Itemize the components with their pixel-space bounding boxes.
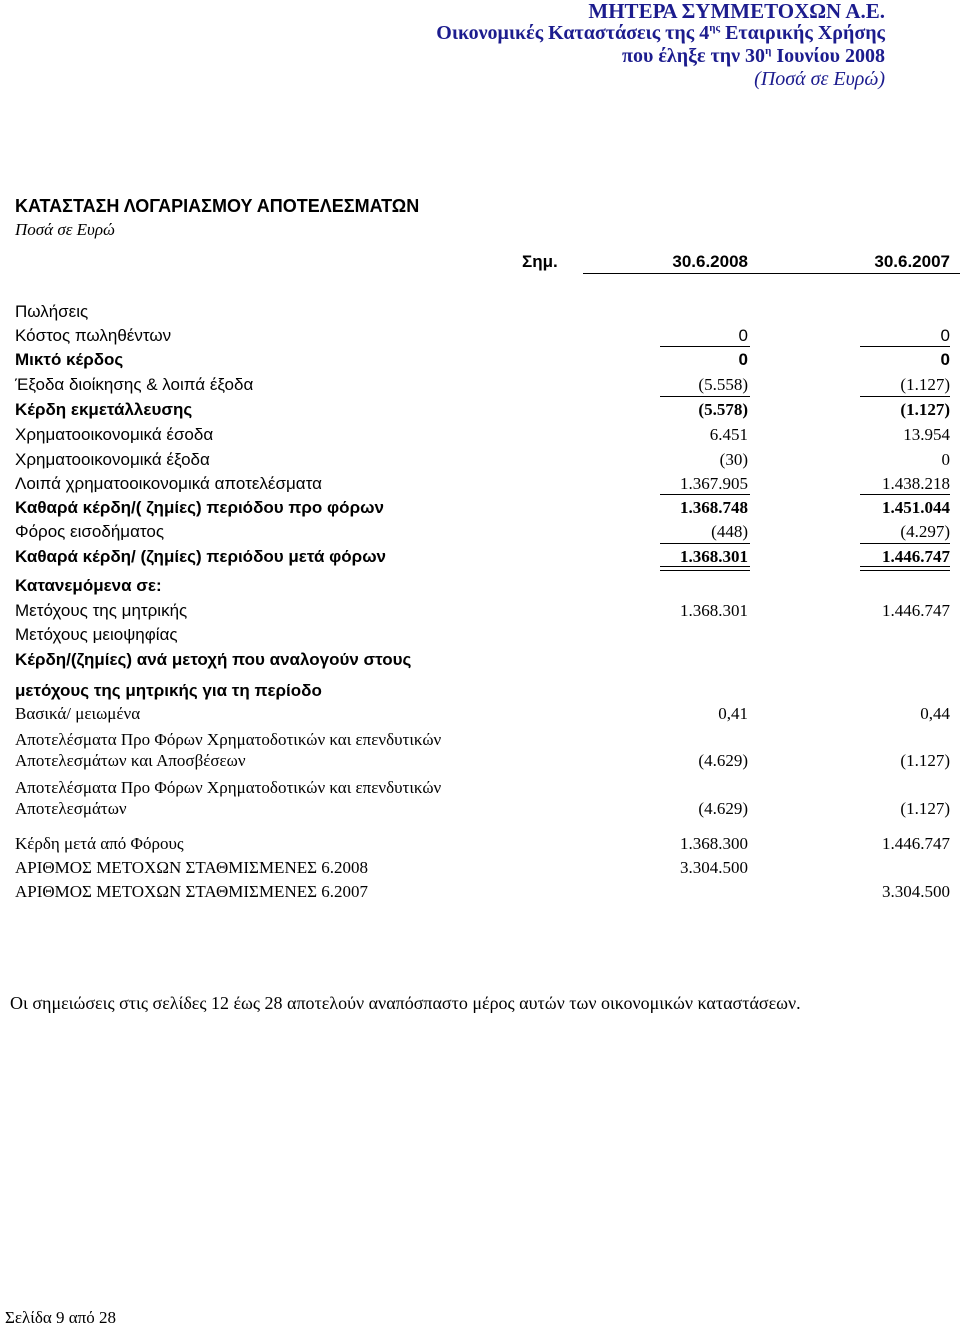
net-profit-label: Κέρδη μετά από Φόρους [15,834,184,853]
net-profit-2008: 1.368.300 [680,834,748,853]
report-title-sup: ης [709,22,721,34]
row-label-gross-profit: Μικτό κέρδος [15,350,124,369]
row-value-income-tax-2008: (448) [711,522,748,541]
ebit-2008: (4.629) [698,799,748,818]
shares-2007-label: ΑΡΙΘΜΟΣ ΜΕΤΟΧΩΝ ΣΤΑΘΜΙΣΜΕΝΕΣ 6.2007 [15,882,368,901]
period-end [622,45,885,67]
net-profit-2007: 1.446.747 [882,834,950,853]
company-name: ΜΗΤΕΡΑ ΣΥΜΜΕΤΟΧΩΝ Α.Ε. [588,0,885,23]
shares-2007-value: 3.304.500 [882,882,950,901]
ebit-2007: (1.127) [900,799,950,818]
period-end-suffix: Ιουνίου 2008 [771,45,885,67]
period-end-sup: η [765,45,772,57]
row-label-profit-after-tax: Καθαρά κέρδη/ (ζημίες) περιόδου μετά φόρων [15,547,387,566]
row-value-profit-after-tax-2008: 1.368.301 [680,547,748,566]
statement-subtitle: Ποσά σε Ευρώ [15,220,115,239]
ebitda-label-line1: Αποτελέσματα Προ Φόρων Χρηματοδοτικών και επενδυτικών [15,730,442,749]
eps-basic-2007: 0,44 [920,704,950,723]
double-rule [860,566,950,571]
eps-heading-line1: Κέρδη/(ζημίες) ανά μετοχή που αναλογούν στους [15,650,412,669]
row-label-cogs: Κόστος πωληθέντων [15,326,172,345]
allocation-minority-label: Μετόχους μειοψηφίας [15,625,178,644]
rule [660,346,750,347]
page-footer: Σελίδα 9 από 28 [5,1308,117,1327]
row-value-cogs-2008: 0 [738,326,748,345]
row-value-profit-before-tax-2007: 1.451.044 [882,498,950,517]
row-label-operating-profit: Κέρδη εκμετάλλευσης [15,400,193,419]
col-header-2007: 30.6.2007 [874,252,950,271]
row-value-profit-after-tax-2007: 1.446.747 [882,547,950,566]
row-value-operating-profit-2007: (1.127) [900,400,950,419]
double-rule [660,566,750,571]
col-header-2008: 30.6.2008 [672,252,748,271]
ebitda-label-line2: Αποτελεσμάτων και Αποσβέσεων [15,751,246,770]
report-title [436,22,885,44]
notes-disclaimer: Οι σημειώσεις στις σελίδες 12 έως 28 αποτελούν αναπόσπαστο μέρος αυτών των οικονομικών καταστάσεων. [10,993,801,1013]
row-value-finance-expenses-2007: 0 [941,450,950,469]
ebit-label-line2: Αποτελεσμάτων [15,799,127,818]
row-value-cogs-2007: 0 [940,326,950,345]
row-value-finance-income-2008: 6.451 [709,425,748,444]
allocation-heading: Κατανεμόμενα σε: [15,576,162,595]
allocation-parent-label: Μετόχους της μητρικής [15,601,188,620]
allocation-parent-2008: 1.368.301 [680,601,748,620]
row-label-finance-expenses: Χρηματοοικονομικά έξοδα [15,450,210,469]
rule [860,346,950,347]
row-label-admin-expenses: Έξοδα διοίκησης & λοιπά έξοδα [15,375,254,394]
allocation-parent-2007: 1.446.747 [882,601,950,620]
row-value-finance-income-2007: 13.954 [903,425,950,444]
row-value-operating-profit-2008: (5.578) [698,400,748,419]
rule [660,396,750,397]
eps-basic-label: Βασικά/ μειωμένα [15,704,141,723]
row-value-profit-before-tax-2008: 1.368.748 [680,498,748,517]
row-value-other-finance-results-2008: 1.367.905 [680,474,748,493]
ebitda-2008: (4.629) [698,751,748,770]
col-header-note: Σημ. [522,252,558,271]
eps-basic-2008: 0,41 [718,704,748,723]
statement-title: ΚΑΤΑΣΤΑΣΗ ΛΟΓΑΡΙΑΣΜΟΥ ΑΠΟΤΕΛΕΣΜΑΤΩΝ [15,196,420,216]
ebit-label-line1: Αποτελέσματα Προ Φόρων Χρηματοδοτικών και επενδυτικών [15,778,442,797]
ebitda-2007: (1.127) [900,751,950,770]
row-label-sales: Πωλήσεις [15,302,89,321]
row-value-other-finance-results-2007: 1.438.218 [882,474,950,493]
row-value-gross-profit-2007: 0 [940,350,950,369]
rule [860,494,950,495]
row-label-profit-before-tax: Καθαρά κέρδη/( ζημίες) περιόδου προ φόρων [15,498,384,517]
currency-note: (Ποσά σε Ευρώ) [754,68,885,90]
row-label-other-finance-results: Λοιπά χρηματοοικονομικά αποτελέσματα [15,474,322,493]
report-title-prefix: Οικονομικές Καταστάσεις της 4 [436,22,710,44]
eps-heading-line2: μετόχους της μητρικής για τη περίοδο [15,681,322,700]
row-value-income-tax-2007: (4.297) [900,522,950,541]
rule [860,543,950,544]
row-label-finance-income: Χρηματοοικονομικά έσοδα [15,425,214,444]
period-end-prefix: που έληξε την 30 [622,45,766,67]
rule [860,396,950,397]
row-value-finance-expenses-2008: (30) [719,450,748,469]
row-value-admin-expenses-2008: (5.558) [698,375,748,394]
shares-2008-label: ΑΡΙΘΜΟΣ ΜΕΤΟΧΩΝ ΣΤΑΘΜΙΣΜΕΝΕΣ 6.2008 [15,858,368,877]
row-value-gross-profit-2008: 0 [738,350,748,369]
shares-2008-value: 3.304.500 [680,858,748,877]
row-label-income-tax: Φόρος εισοδήματος [15,522,165,541]
header-underline [583,273,960,274]
rule [660,494,750,495]
report-title-suffix: Εταιρικής Χρήσης [720,22,885,44]
rule [660,543,750,544]
row-value-admin-expenses-2007: (1.127) [900,375,950,394]
